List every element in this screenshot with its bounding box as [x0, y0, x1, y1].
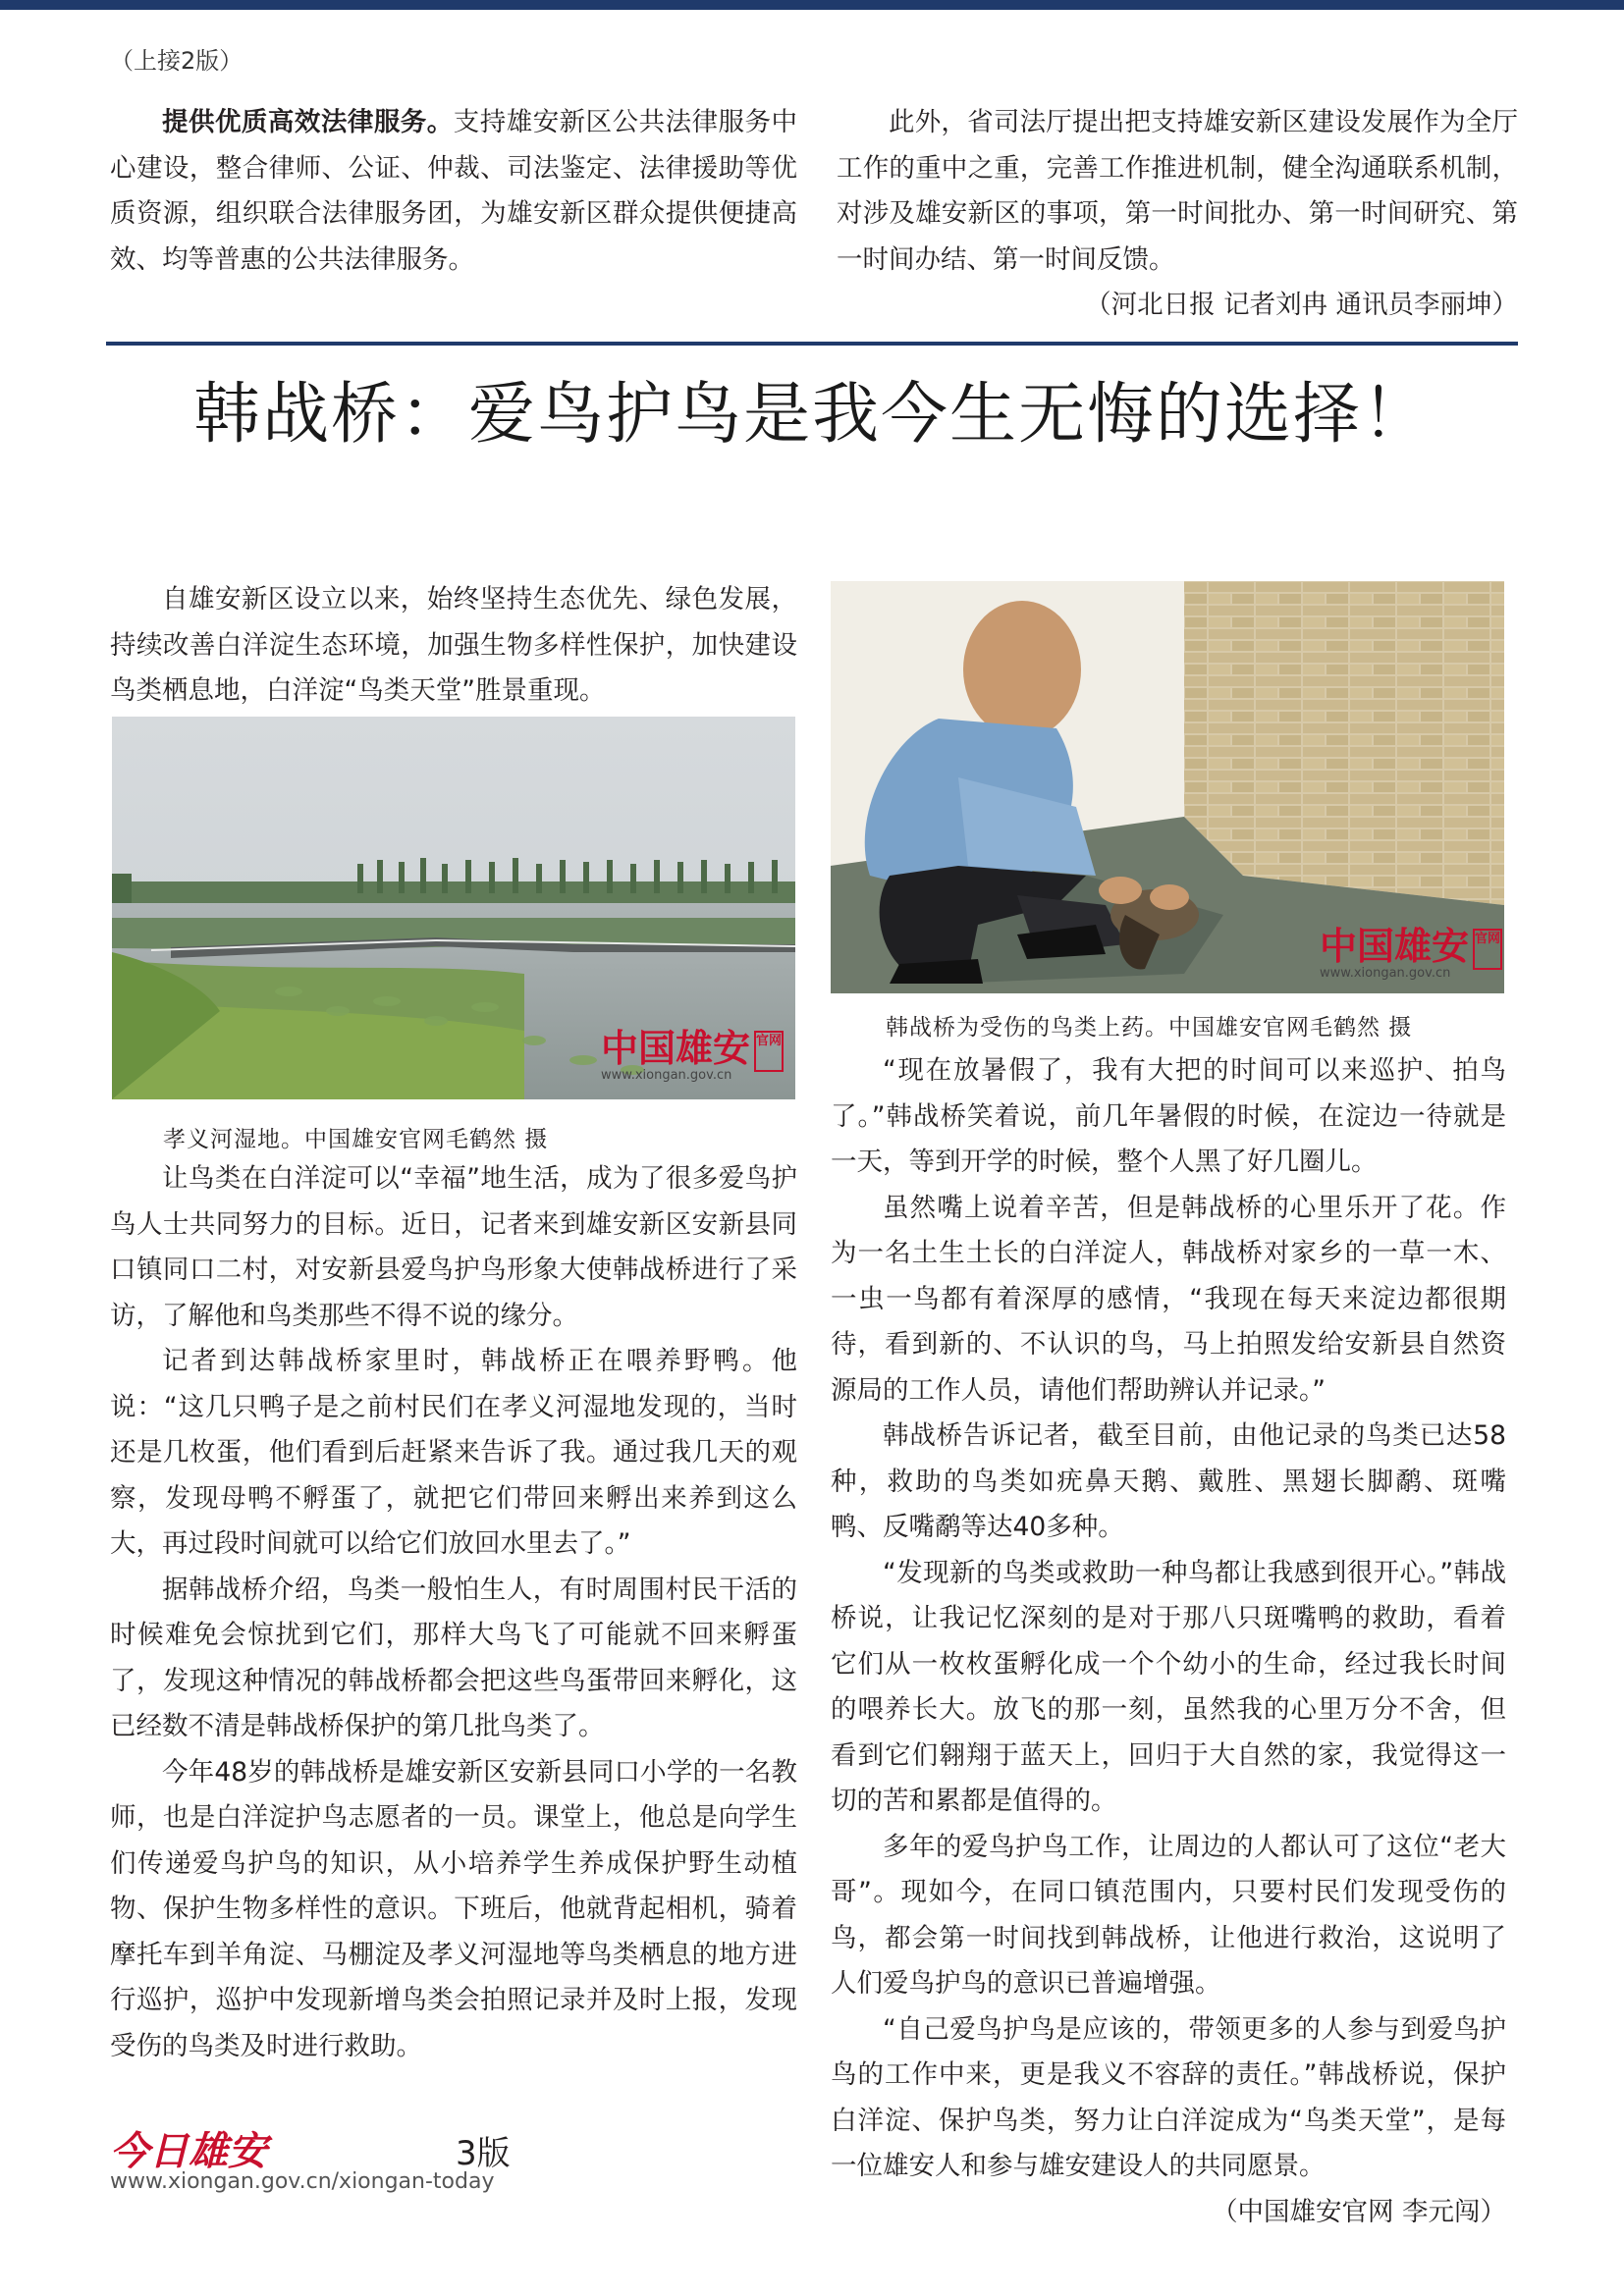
watermark-title: 中国雄安 — [601, 1026, 751, 1070]
right-body — [831, 1048, 1506, 2235]
watermark-seal: 官网 — [754, 1031, 784, 1072]
left-intro: 自雄安新区设立以来，始终坚持生态优先、绿色发展，持续改善白洋淀生态环境，加强生物多样性保护，加快建设鸟类栖息地，白洋淀“鸟类天堂”胜景重现。 — [110, 584, 797, 706]
right-paragraph: 韩战桥告诉记者，截至目前，由他记录的鸟类已达58种，救助的鸟类如疣鼻天鹅、戴胜、黑翅长脚鹬、斑嘴鸭、反嘴鹬等达40多种。 — [831, 1420, 1506, 1542]
watermark-seal: 官网 — [1473, 929, 1502, 970]
top-left-column — [110, 100, 797, 283]
top-right-signature: （河北日报 记者刘冉 通讯员李丽坤） — [1085, 290, 1518, 320]
right-paragraph: 虽然嘴上说着辛苦，但是韩战桥的心里乐开了花。作为一名土生土长的白洋淀人，韩战桥对家乡的一草一木、一虫一鸟都有着深厚的感情，“我现在每天来淀边都很期待，看到新的、不认识的鸟，马上拍照发给安新县自然资源局的工作人员，请他们帮助辨认并记录。” — [831, 1192, 1506, 1406]
right-paragraph: “自己爱鸟护鸟是应该的，带领更多的人参与到爱鸟护鸟的工作中来，更是我义不容辞的责任。”韩战桥说，保护白洋淀、保护鸟类，努力让白洋淀成为“鸟类天堂”，是每一位雄安人和参与雄安建设人的共同愿景。 — [831, 2013, 1506, 2181]
left-body — [110, 1156, 797, 2069]
top-left-text: 支持雄安新区公共法律服务中心建设，整合律师、公证、仲裁、司法鉴定、法律援助等优质资源，组织联合法律服务团，为雄安新区群众提供便捷高效、均等普惠的公共法律服务。 — [110, 107, 798, 275]
left-paragraph: 记者到达韩战桥家里时，韩战桥正在喂养野鸭。他说：“这几只鸭子是之前村民们在孝义河湿地发现的，当时还是几枚蛋，他们看到后赶紧来告诉了我。通过我几天的观察，发现母鸭不孵蛋了，就把它们带回来孵出来养到这么大，再过段时间就可以给它们放回水里去了。” — [110, 1346, 797, 1559]
left-paragraph: 今年48岁的韩战桥是雄安新区安新县同口小学的一名教师，也是白洋淀护鸟志愿者的一员。课堂上，他总是向学生们传递爱鸟护鸟的知识，从小培养学生养成保护野生动植物、保护生物多样性的意识。下班后，他就背起相机，骑着摩托车到羊角淀、马棚淀及孝义河湿地等鸟类栖息的地方进行巡护，巡护中发现新增鸟类会拍照记录并及时上报，发现受伤的鸟类及时进行救助。 — [110, 1756, 797, 2061]
headline: 韩战桥：爱鸟护鸟是我今生无悔的选择！ — [192, 376, 1431, 454]
continued-note: （上接2版） — [110, 47, 244, 75]
left-intro-block — [110, 577, 797, 715]
rescue-photo — [831, 581, 1504, 993]
watermark-url: www.xiongan.gov.cn — [1320, 966, 1451, 981]
wetland-photo-caption: 孝义河湿地。中国雄安官网毛鹤然 摄 — [163, 1127, 549, 1152]
top-right-paragraph: 此外，省司法厅提出把支持雄安新区建设发展作为全厅工作的重中之重，完善工作推进机制，健全沟通联系机制，对涉及雄安新区的事项，第一时间批办、第一时间研究、第一时间办结、第一时间反馈。 — [837, 107, 1518, 275]
wetland-photo — [112, 717, 795, 1099]
page-number: 3版 — [456, 2134, 511, 2173]
top-bar — [0, 0, 1624, 10]
right-signature: （中国雄安官网 李元闯） — [1212, 2196, 1506, 2227]
right-paragraph: “发现新的鸟类或救助一种鸟都让我感到很开心。”韩战桥说，让我记忆深刻的是对于那八只斑嘴鸭的救助，看着它们从一枚枚蛋孵化成一个个幼小的生命，经过我长时间的喂养长大。放飞的那一刻，虽然我的心里万分不舍，但看到它们翱翔于蓝天上，回归于大自然的家，我觉得这一切的苦和累都是值得的。 — [831, 1557, 1506, 1816]
footer-url: www.xiongan.gov.cn/xiongan-today — [110, 2169, 495, 2194]
right-paragraph: “现在放暑假了，我有大把的时间可以来巡护、拍鸟了。”韩战桥笑着说，前几年暑假的时候，在淀边一待就是一天，等到开学的时候，整个人黑了好几圈儿。 — [831, 1055, 1506, 1177]
watermark-logo — [601, 1026, 783, 1083]
watermark-title: 中国雄安 — [1320, 924, 1470, 968]
top-left-lead: 提供优质高效法律服务。 — [162, 107, 454, 137]
watermark-url: www.xiongan.gov.cn — [601, 1068, 732, 1083]
left-paragraph: 让鸟类在白洋淀可以“幸福”地生活，成为了很多爱鸟护鸟人士共同努力的目标。近日，记者来到雄安新区安新县同口镇同口二村，对安新县爱鸟护鸟形象大使韩战桥进行了采访，了解他和鸟类那些不得不说的缘分。 — [110, 1163, 797, 1331]
footer-brand: 今日雄安 — [110, 2128, 267, 2174]
watermark-logo — [1320, 924, 1501, 981]
top-right-column — [837, 100, 1518, 329]
left-paragraph: 据韩战桥介绍，鸟类一般怕生人，有时周围村民干活的时候难免会惊扰到它们，那样大鸟飞了可能就不回来孵蛋了，发现这种情况的韩战桥都会把这些鸟蛋带回来孵化，这已经数不清是韩战桥保护的第几批鸟类了。 — [110, 1574, 797, 1741]
section-rule — [106, 342, 1518, 346]
top-left-paragraph — [110, 100, 797, 283]
right-paragraph: 多年的爱鸟护鸟工作，让周边的人都认可了这位“老大哥”。现如今，在同口镇范围内，只要村民们发现受伤的鸟，都会第一时间找到韩战桥，让他进行救治，这说明了人们爱鸟护鸟的意识已普遍增强。 — [831, 1831, 1506, 1999]
rescue-photo-caption: 韩战桥为受伤的鸟类上药。中国雄安官网毛鹤然 摄 — [886, 1015, 1413, 1041]
